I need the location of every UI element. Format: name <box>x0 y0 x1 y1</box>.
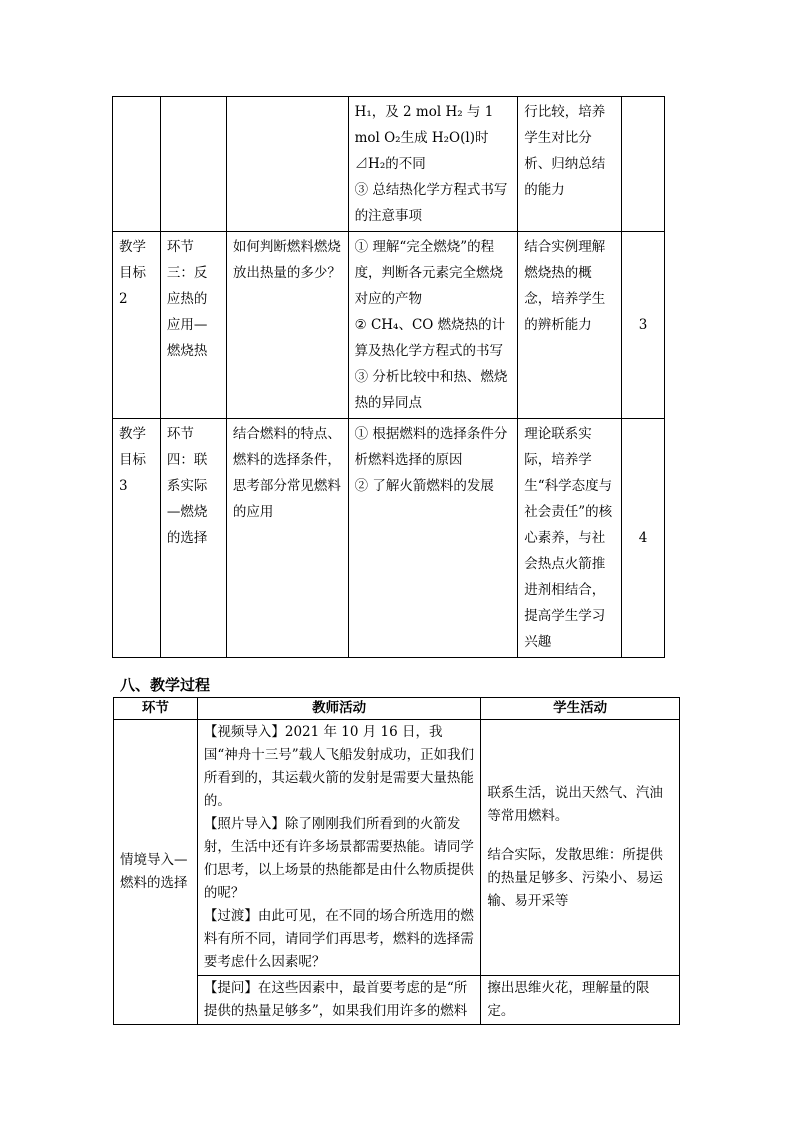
table-header-row <box>114 698 680 720</box>
question-cell <box>226 97 348 232</box>
content-cell <box>348 97 518 232</box>
intent-cell: 结合实例理解燃烧热的概念，培养学生的辨析能力 <box>518 232 622 419</box>
content-line: H₁，及 2 mol H₂ 与 1 mol O₂生成 H₂O(l)时⊿H₂的不同 <box>354 104 494 172</box>
teacher-activity-cell <box>197 720 480 976</box>
content-cell <box>348 419 518 658</box>
student-paragraph: 联系生活，说出天然气、汽油等常用燃料。 <box>487 785 663 824</box>
content-cell <box>348 232 518 419</box>
question-cell: 如何判断燃料燃烧放出热量的多少？ <box>226 232 348 419</box>
intent-cell: 理论联系实际，培养学生“科学态度与社会责任”的核心素养，与社会热点火箭推进剂相结合，提高学生学习兴趣 <box>518 419 622 658</box>
content-line: ① 根据燃料的选择条件分析燃料选择的原因 <box>354 426 508 468</box>
student-activity-cell <box>481 720 680 976</box>
content-line: ① 理解“完全燃烧”的程度，判断各元素完全燃烧对应的产物 <box>354 239 504 307</box>
objectives-table <box>112 96 665 658</box>
table-row <box>113 232 665 419</box>
time-cell: 3 <box>622 232 665 419</box>
table-row <box>114 976 680 1025</box>
table-row <box>113 419 665 658</box>
stage-cell: 情境导入—燃料的选择 <box>114 720 198 1025</box>
goal-cell: 教学目标2 <box>113 232 161 419</box>
intent-cell: 行比较，培养学生对比分析、归纳总结的能力 <box>518 97 622 232</box>
goal-cell <box>113 97 161 232</box>
process-table <box>113 697 680 1025</box>
content-line: ③ 总结热化学方程式书写的注意事项 <box>354 182 508 224</box>
student-paragraph: 结合实际，发散思维：所提供的热量足够多、污染小、易运输、易开采等 <box>487 847 663 909</box>
time-cell: 4 <box>622 419 665 658</box>
question-cell: 结合燃料的特点、燃料的选择条件，思考部分常见燃料的应用 <box>226 419 348 658</box>
column-header: 环节 <box>114 698 198 720</box>
time-cell <box>622 97 665 232</box>
stage-cell <box>160 97 226 232</box>
teacher-paragraph: 【视频导入】2021 年 10 月 16 日，我国“神舟十三号”载人飞船发射成功，正如我们所看到的，其运载火箭的发射是需要大量热能的。 <box>203 724 475 809</box>
table-row <box>114 720 680 976</box>
teacher-paragraph: 【过渡】由此可见，在不同的场合所选用的燃料有所不同，请同学们再思考，燃料的选择需要考虑什么因素呢？ <box>203 908 474 970</box>
stage-cell: 环节三：反应热的应用—燃烧热 <box>160 232 226 419</box>
column-header: 学生活动 <box>481 698 680 720</box>
column-header: 教师活动 <box>197 698 480 720</box>
teacher-activity-cell: 【提问】在这些因素中，最首要考虑的是“所提供的热量足够多”，如果我们用许多的燃料 <box>197 976 480 1025</box>
table-row <box>113 97 665 232</box>
content-line: ② 了解火箭燃料的发展 <box>354 478 494 494</box>
section-title: 八、教学过程 <box>120 676 211 694</box>
teacher-paragraph: 【照片导入】除了刚刚我们所看到的火箭发射，生活中还有许多场景都需要热能。请同学们思考，以上场景的热能都是由什么物质提供的呢？ <box>203 816 474 901</box>
content-line: ② CH₄、CO 燃烧热的计算及热化学方程式的书写 <box>354 317 506 359</box>
student-activity-cell: 擦出思维火花，理解量的限定。 <box>481 976 680 1025</box>
goal-cell: 教学目标3 <box>113 419 161 658</box>
content-line: ③ 分析比较中和热、燃烧热的异同点 <box>354 369 508 411</box>
stage-cell: 环节四：联系实际—燃烧的选择 <box>160 419 226 658</box>
